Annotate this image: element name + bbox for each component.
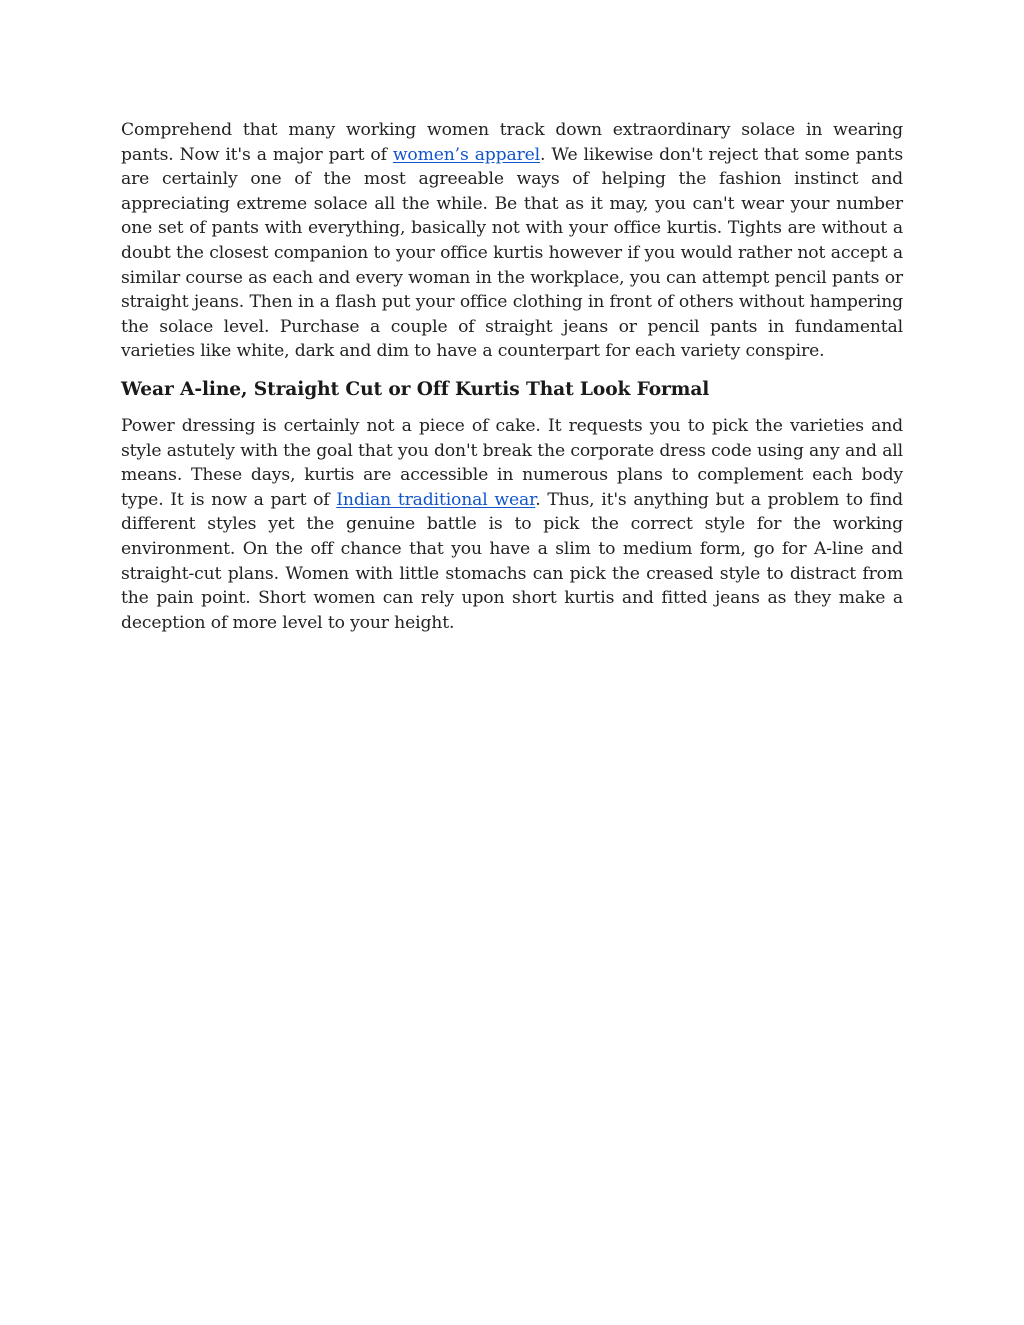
document-page — [121, 118, 903, 635]
paragraph-pants — [121, 118, 903, 364]
indian-traditional-wear-link[interactable]: Indian traditional wear — [336, 489, 536, 510]
paragraph-2-text-after-link: . Thus, it's anything but a problem to find different styles yet the genuine battle is to pick the correct style for the working environment. On the off chance that you have a slim to medium form, go for A-line and straight-cut plans. Women with little stomachs can pick the creased style to distract from the pain point. Short women can rely upon short kurtis and fitted jeans as they make a deception of more level to your height. — [121, 489, 903, 633]
paragraph-2-text-before-link: Power dressing is certainly not a piece of cake. It requests you to pick the varieties and style astutely with the goal that you don't break the corporate dress code using any and all means. These days, kurtis are accessible in numerous plans to complement each body type. It is now a part of — [121, 415, 903, 510]
paragraph-1-text-after-link: . We likewise don't reject that some pants are certainly one of the most agreeable ways of helping the fashion instinct and appreciating extreme solace all the while. Be that as it may, you can't wear your number one set of pants with everything, basically not with your office kurtis. Tights are without a doubt the closest companion to your office kurtis however if you would rather not accept a similar course as each and every woman in the workplace, you can attempt pencil pants or straight jeans. Then in a flash put your office clothing in front of others without hampering the solace level. Purchase a couple of straight jeans or pencil pants in fundamental varieties like white, dark and dim to have a counterpart for each variety conspire. — [121, 144, 903, 362]
section-heading: Wear A-line, Straight Cut or Off Kurtis That Look Formal — [121, 378, 710, 400]
paragraph-power-dressing — [121, 414, 903, 635]
womens-apparel-link[interactable]: women’s apparel — [392, 144, 541, 165]
paragraph-1-text-before-link: Comprehend that many working women track down extraordinary solace in wearing pants. Now it's a major part of — [121, 120, 903, 165]
